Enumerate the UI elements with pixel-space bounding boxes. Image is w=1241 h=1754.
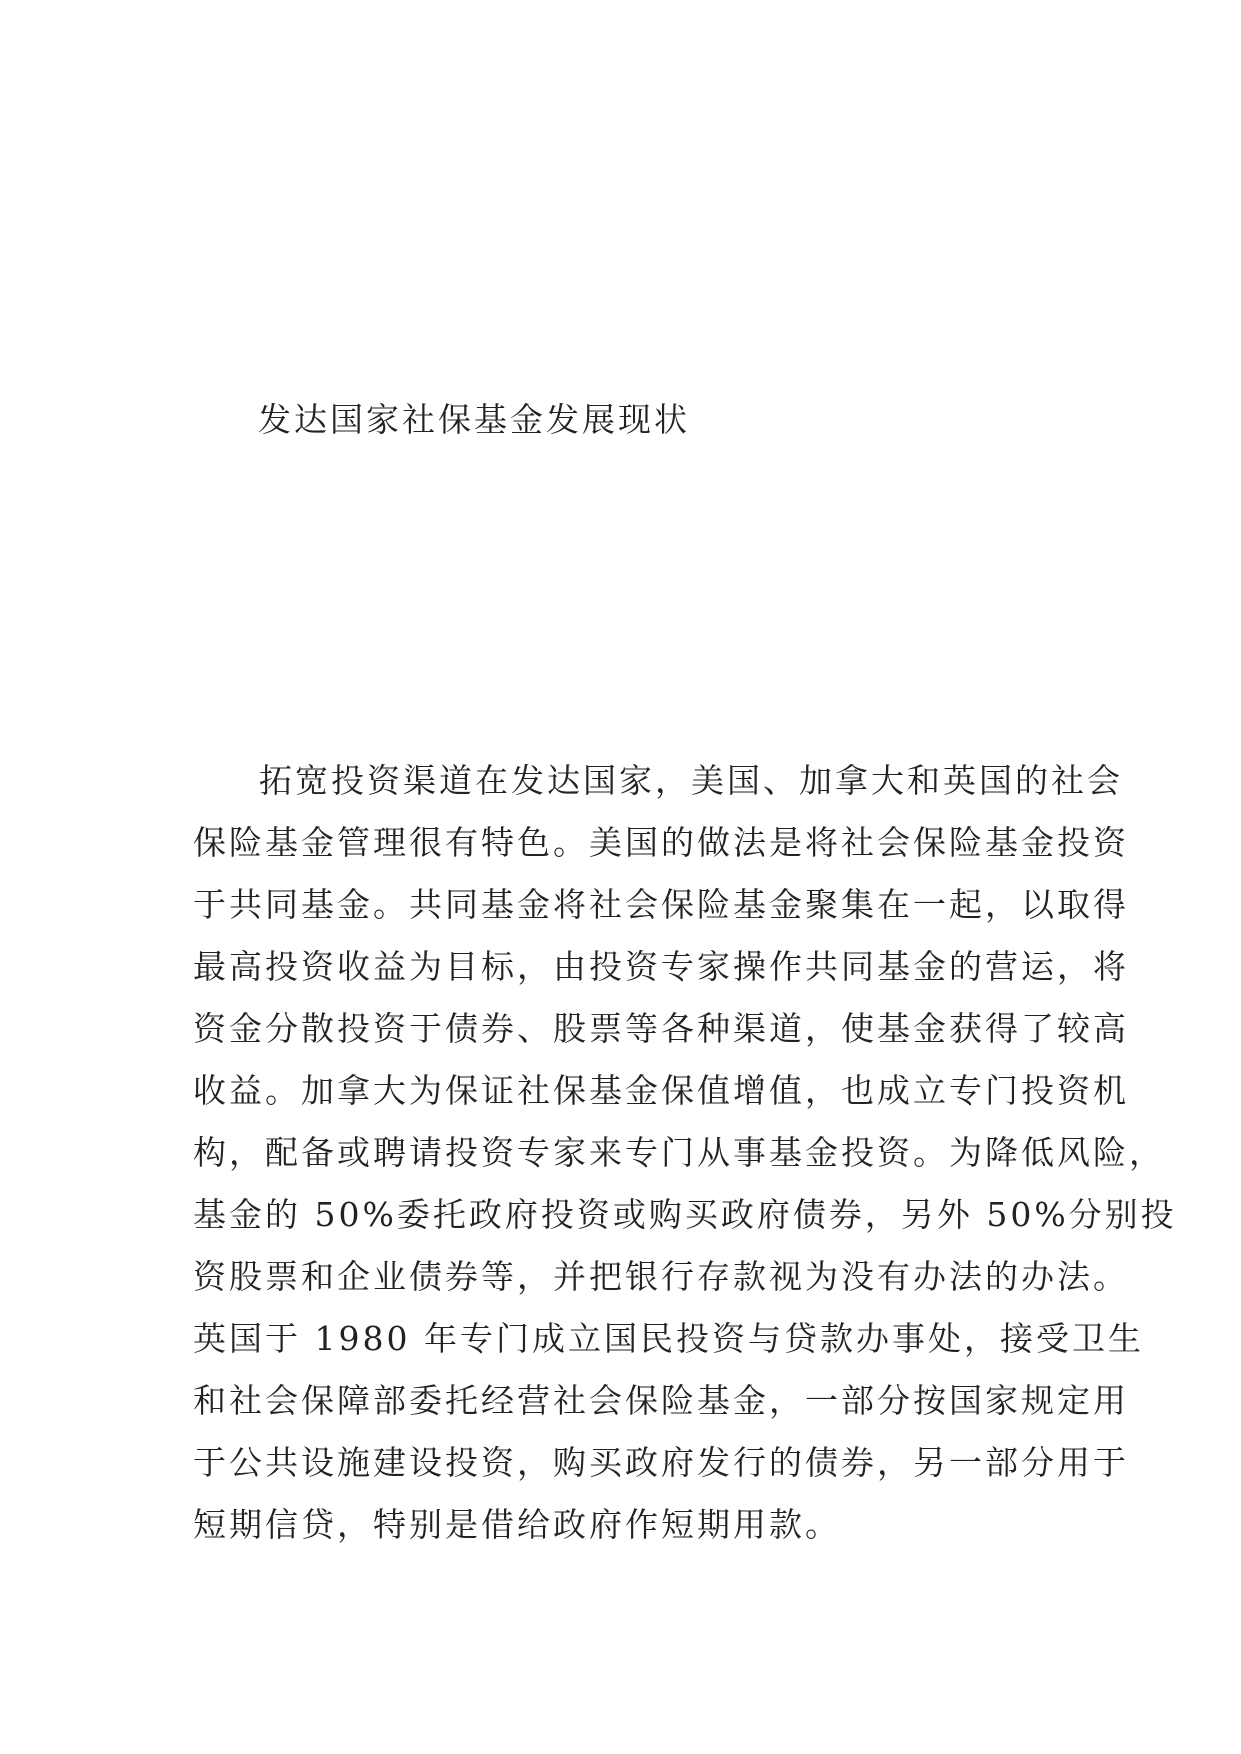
paragraph-line: 最高投资收益为目标，由投资专家操作共同基金的营运，将 [193, 947, 1129, 986]
paragraph-line: 资金分散投资于债券、股票等各种渠道，使基金获得了较高 [193, 1009, 1129, 1048]
paragraph-line: 英国于 1980 年专门成立国民投资与贷款办事处，接受卫生 [193, 1319, 1144, 1358]
paragraph-line: 收益。加拿大为保证社保基金保值增值，也成立专门投资机 [193, 1071, 1129, 1110]
paragraph-line: 短期信贷，特别是借给政府作短期用款。 [193, 1505, 841, 1544]
paragraph-line: 构，配备或聘请投资专家来专门从事基金投资。为降低风险， [193, 1133, 1165, 1172]
paragraph-line: 保险基金管理很有特色。美国的做法是将社会保险基金投资 [193, 823, 1129, 862]
paragraph-line: 基金的 50%委托政府投资或购买政府债券，另外 50%分别投 [193, 1195, 1177, 1234]
paragraph-line: 于共同基金。共同基金将社会保险基金聚集在一起，以取得 [193, 885, 1129, 924]
paragraph-line: 于公共设施建设投资，购买政府发行的债券，另一部分用于 [193, 1443, 1129, 1482]
paragraph-line: 和社会保障部委托经营社会保险基金，一部分按国家规定用 [193, 1381, 1129, 1420]
document-title: 发达国家社保基金发展现状 [258, 400, 690, 439]
body-paragraph [193, 750, 1177, 1556]
paragraph-line: 资股票和企业债券等，并把银行存款视为没有办法的办法。 [193, 1257, 1129, 1296]
paragraph-line: 拓宽投资渠道在发达国家，美国、加拿大和英国的社会 [259, 761, 1123, 800]
